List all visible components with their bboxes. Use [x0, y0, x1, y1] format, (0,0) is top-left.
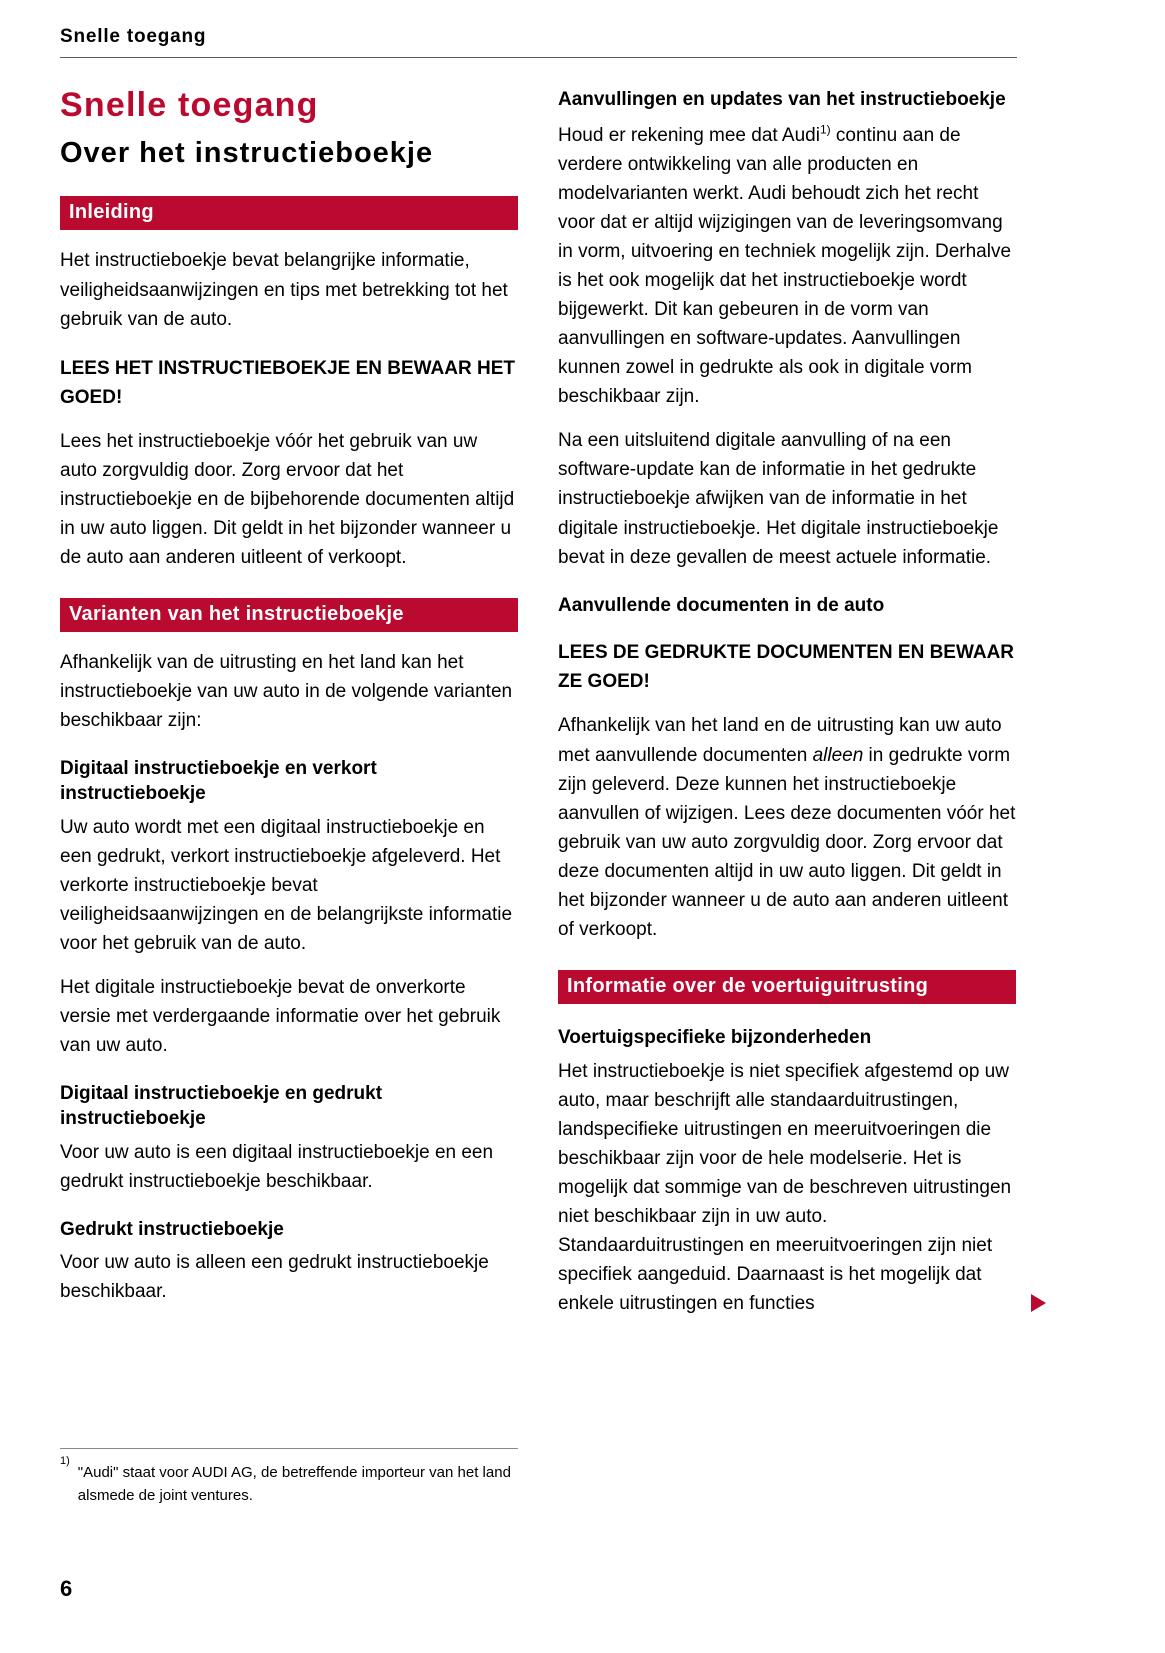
paragraph-updates-2: Na een uitsluitend digitale aanvulling of na een software-update kan de informatie in het gedrukte instructieboekje afwijken van de informatie in het digitale instructieboekje. Het digitale instructieboekje bevat in deze gevallen de meest actuele informatie. [558, 430, 999, 568]
running-header: Snelle toegang [60, 26, 207, 47]
text-run: Houd er rekening mee dat Audi [558, 124, 820, 146]
paragraph-read-carefully: Lees het instructieboekje vóór het gebruik van uw auto zorgvuldig door. Zorg ervoor dat het instructieboekje en de bijbehorende documenten altijd in uw auto liggen. Dit geldt in het bijzonder wanneer u de auto aan anderen uitleent of verkoopt. [60, 430, 515, 568]
footnote-reference: 1) [819, 122, 831, 137]
footnote-marker: 1) [60, 1455, 70, 1467]
paragraph-variants-intro: Afhankelijk van de uitrusting en het land kan het instructieboekje van uw auto in de volgende varianten beschikbaar zijn: [60, 652, 513, 732]
subheading-additional-documents: Aanvullende documenten in de auto [558, 594, 885, 616]
subheading-updates: Aanvullingen en updates van het instructieboekje [558, 89, 1006, 110]
two-column-layout [0, 58, 1165, 1321]
subheading-printed-only: Gedrukt instructieboekje [60, 1218, 284, 1240]
text-run: continu aan de verdere ontwikkeling van alle producten en modelvarianten werkt. Audi behoudt zich het recht voor dat er altijd wijzigingen van de leveringsomvang in vorm, uitvoering en techniek mogelijk zijn. Derhalve is het ook mogelijk dat het instructieboekje wordt bijgewerkt. Dit kan gebeuren in de vorm van aanvullingen en software-updates. Aanvullingen kunnen zowel in gedrukte als ook in digitale vorm beschikbaar zijn. [558, 124, 1012, 408]
footnote [60, 1448, 518, 1508]
section-banner-voertuiguitrusting: Informatie over de voertuiguitrusting [558, 970, 1016, 1004]
paragraph-updates-1 [558, 121, 1016, 412]
subheading-digital-and-short: Digitaal instructieboekje en verkort instructieboekje [60, 758, 377, 804]
paragraph-intro: Het instructieboekje bevat belangrijke informatie, veiligheidsaanwijzingen en tips met betrekking tot het gebruik van de auto. [60, 250, 508, 330]
bold-warning-read-documents: LEES DE GEDRUKTE DOCUMENTEN EN BEWAAR ZE GOED! [558, 642, 1015, 693]
subheading-digital-and-printed: Digitaal instructieboekje en gedrukt instructieboekje [60, 1083, 383, 1129]
page-title: Snelle toegang [60, 86, 319, 124]
page-number: 6 [60, 1576, 73, 1601]
paragraph-printed-only: Voor uw auto is alleen een gedrukt instructieboekje beschikbaar. [60, 1252, 489, 1303]
paragraph-digital-printed: Voor uw auto is een digitaal instructieboekje en een gedrukt instructieboekje beschikbaar. [60, 1141, 494, 1192]
section-banner-inleiding: Inleiding [60, 196, 518, 230]
continuation-arrow-icon [1031, 1294, 1046, 1312]
subheading-vehicle-specific: Voertuigspecifieke bijzonderheden [558, 1026, 872, 1048]
page-subtitle: Over het instructieboekje [60, 137, 434, 170]
footnote-text: "Audi" staat voor AUDI AG, de betreffende importeur van het land alsmede de joint ventures. [77, 1464, 511, 1505]
paragraph-digital-short-2: Het digitale instructieboekje bevat de onverkorte versie met verdergaande informatie over het gebruik van uw auto. [60, 976, 501, 1057]
bold-warning-read-manual: LEES HET INSTRUCTIEBOEKJE EN BEWAAR HET GOED! [60, 357, 515, 408]
left-column [60, 86, 518, 1321]
text-run: Het instructieboekje is niet specifiek afgestemd op uw auto, maar beschrijft alle standaarduitrustingen, landspecifieke uitrustingen en meeruitvoeringen die beschikbaar zijn voor de hele modelserie. Het is mogelijk dat sommige van de beschreven uitrustingen niet beschikbaar zijn in uw auto. Standaarduitrustingen en meeruitvoeringen zijn niet specifiek aangeduid. Daarnaast is het mogelijk dat enkele uitrustingen en functies [558, 1060, 1012, 1315]
text-run: in gedrukte vorm zijn geleverd. Deze kunnen het instructieboekje aanvullen of wijzigen. Lees deze documenten vóór het gebruik van uw auto zorgvuldig door. Zorg ervoor dat deze documenten altijd in uw auto liggen. Dit geldt in het bijzonder wanneer u de auto aan anderen uitleent of verkoopt. [558, 744, 1016, 940]
right-column [558, 86, 1016, 1321]
paragraph-digital-short-1: Uw auto wordt met een digitaal instructieboekje en een gedrukt, verkort instructieboekje afgeleverd. Het verkorte instructieboekje bevat veiligheidsaanwijzingen en de belangrijkste informatie voor het gebruik van de auto. [60, 816, 513, 954]
text-run: Afhankelijk van het land en de uitrusting kan uw auto met aanvullende documenten [558, 715, 1002, 766]
paragraph-vehicle-specific [558, 1057, 1016, 1319]
paragraph-additional-documents [558, 711, 1016, 944]
section-banner-varianten: Varianten van het instructieboekje [60, 598, 518, 632]
emphasized-word: alleen [812, 744, 864, 766]
